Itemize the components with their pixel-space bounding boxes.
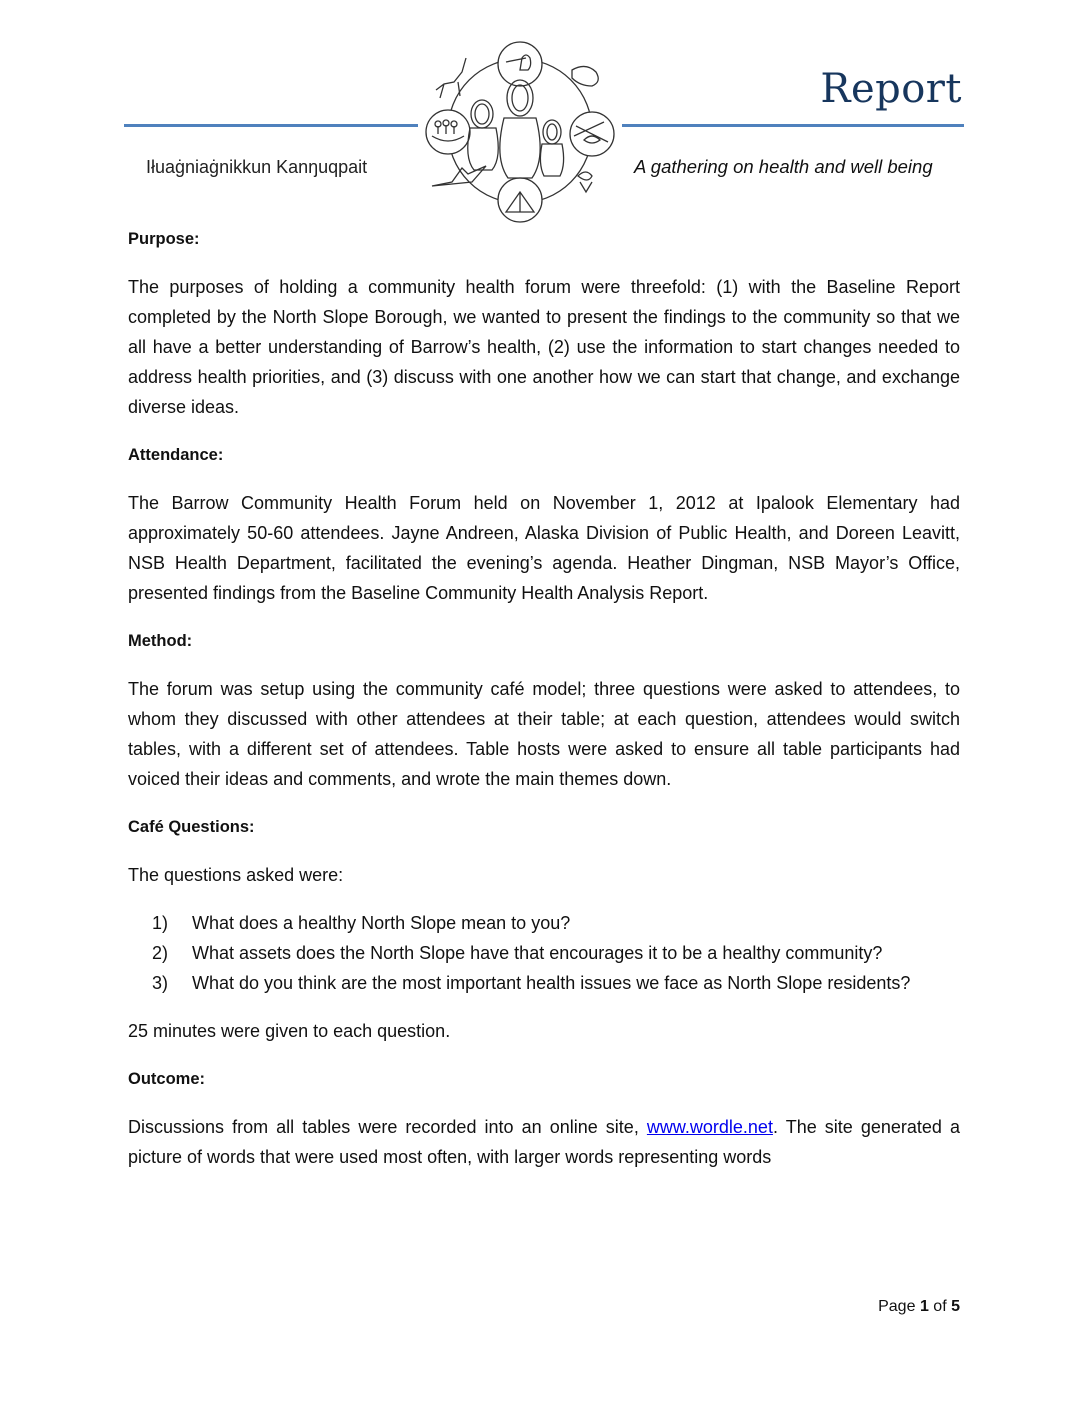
page-total: 5 — [951, 1298, 960, 1315]
community-circle-logo-icon — [418, 36, 622, 226]
question-number: 1) — [152, 913, 169, 933]
outcome-heading: Outcome: — [128, 1070, 206, 1088]
attendance-section — [128, 440, 960, 608]
question-item — [152, 908, 960, 938]
tagline: A gathering on health and well being — [634, 156, 933, 177]
purpose-body: The purposes of holding a community health forum were threefold: (1) with the Baseline Report completed by the North Slope Borough, we wanted to present the findings to the community so that we all have a better understanding of Barrow’s health, (2) use the information to start changes needed to address health priorities, and (3) discuss with one another how we can start that change, and exchange diverse ideas. — [128, 277, 960, 417]
header-rule-right — [622, 124, 964, 127]
outcome-text-after-link: . The site generated a picture of words that were used most often, with larger words representing words — [128, 1117, 961, 1167]
cafe-questions-section — [128, 812, 960, 1046]
question-item — [152, 968, 960, 998]
page-current: 1 — [919, 1298, 929, 1315]
organization-name: Iłuaġniaġnikkun Kanŋuqpait — [146, 157, 368, 177]
outcome-body — [128, 1112, 960, 1172]
purpose-heading: Purpose: — [128, 230, 200, 248]
questions-list — [128, 908, 960, 998]
of-label: of — [933, 1298, 947, 1315]
method-body: The forum was setup using the community café model; three questions were asked to attendees, to whom they discussed with other attendees at their table; at each question, attendees would switch tables, with a different set of attendees. Table hosts were asked to ensure all table participants had voiced their ideas and comments, and wrote the main themes down. — [128, 679, 960, 789]
cafe-questions-heading: Café Questions: — [128, 818, 255, 836]
purpose-section — [128, 224, 960, 422]
report-title: Report — [820, 66, 962, 112]
question-number: 3) — [152, 973, 169, 993]
page-label: Page — [878, 1298, 916, 1315]
question-number: 2) — [152, 943, 169, 963]
header-rule-left — [124, 124, 418, 127]
cafe-questions-closing: 25 minutes were given to each question. — [128, 1021, 451, 1041]
method-section — [128, 626, 960, 794]
outcome-section — [128, 1064, 960, 1172]
page-footer — [878, 1298, 960, 1316]
question-text: What do you think are the most important health issues we face as North Slope residents? — [192, 973, 911, 993]
question-item — [152, 938, 960, 968]
outcome-text-before-link: Discussions from all tables were recorded into an online site, — [128, 1117, 647, 1137]
wordle-link[interactable]: www.wordle.net — [646, 1117, 773, 1137]
attendance-body: The Barrow Community Health Forum held on November 1, 2012 at Ipalook Elementary had approximately 50-60 attendees. Jayne Andreen, Alaska Division of Public Health, and Doreen Leavitt, NSB Health Department, facilitated the evening’s agenda. Heather Dingman, NSB Mayor’s Office, presented findings from the Baseline Community Health Analysis Report. — [128, 493, 960, 603]
method-heading: Method: — [128, 632, 193, 650]
question-text: What does a healthy North Slope mean to you? — [192, 913, 571, 933]
report-body — [128, 224, 960, 1190]
attendance-heading: Attendance: — [128, 446, 224, 464]
question-text: What assets does the North Slope have that encourages it to be a healthy community? — [192, 943, 883, 963]
cafe-questions-intro: The questions asked were: — [128, 865, 344, 885]
